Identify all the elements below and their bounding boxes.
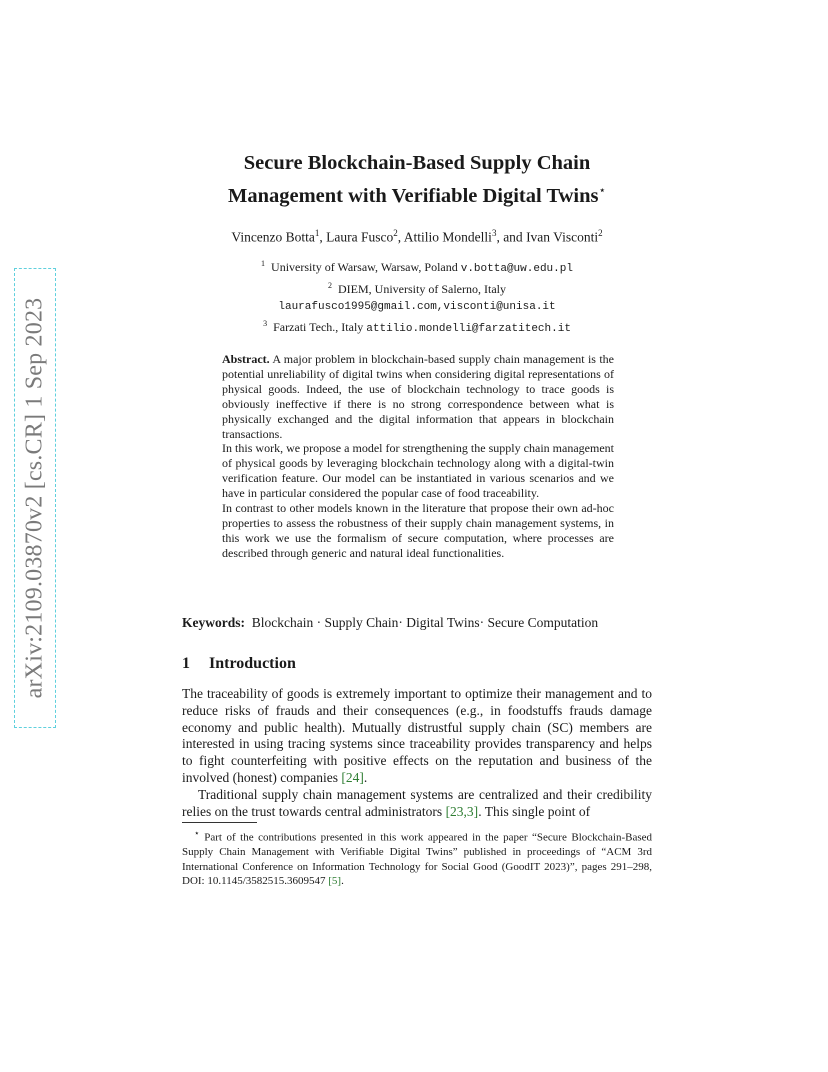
footnote: ⋆ Part of the contributions presented in this work appeared in the paper “Secure Blockchain-Based Supply Chain Management with Verifiable Digital Twins” published in proceedings of “ACM 3rd International Conference on Information Technology for Social Good (GoodIT 2023)”, pages 291–298, DOI: 10.1145/3582515.3609547 [5]. <box>182 828 652 888</box>
title-footnote-mark: ⋆ <box>598 183 607 197</box>
title-line-2: Management with Verifiable Digital Twins⋆ <box>227 183 607 207</box>
introduction-body <box>182 686 652 820</box>
keywords <box>182 615 652 631</box>
citation-link[interactable]: [23,3] <box>445 803 479 819</box>
affiliation-1: $^1$ University of Warsaw, Warsaw, Poland v.botta@uw.edu.pl <box>261 259 573 275</box>
section-title: Introduction <box>209 655 296 672</box>
arxiv-identifier-stamp <box>14 268 56 728</box>
intro-paragraph-2: Traditional supply chain management systems are centralized and their credibility relies on the trust towards central administrators [23,3]. This single point of <box>182 786 652 819</box>
abstract-paragraph-1: Abstract. A major problem in blockchain-based supply chain management is the potential unreliability of digital twins when considering digital representations of physical goods. Indeed, the use of blockchain technology to trace goods is obviously ineffective if there is no strong correspondence between what is physically exchanged and the digital information that appears in blockchain transactions. <box>222 352 614 441</box>
arxiv-identifier: arXiv:2109.03870v2 [cs.CR] 1 Sep 2023 <box>21 297 48 699</box>
footnote-rule <box>182 822 257 823</box>
abstract <box>222 352 614 561</box>
citation-link[interactable]: [5] <box>328 875 342 888</box>
section-heading <box>182 655 296 673</box>
author-affil-mark: 3 <box>491 228 497 238</box>
author-name: Laura Fusco <box>326 229 394 245</box>
intro-paragraph-1: The traceability of goods is extremely important to optimize their management and to reduce risks of frauds and their consequences (e.g., in foodstuffs frauds damage economy and public health). Mutually distrustful supply chain (SC) members are interested in using tracing systems since traceability provides transparency and helps to fight counterfeiting with positive effects on the reputation and business of the involved (honest) companies [24]. <box>182 686 652 785</box>
abstract-paragraph-2: In this work, we propose a model for strengthening the supply chain management of physical goods by leveraging blockchain technology along with a digital-twin verification feature. Our model can be instantiated in various scenarios and we have in particular considered the popular case of food traceability. <box>222 441 614 501</box>
keywords-text: Blockchain · Supply Chain· Digital Twins· Secure Computation <box>251 615 599 630</box>
citation-link[interactable]: [24] <box>341 769 364 785</box>
author-name: Vincenzo Botta <box>231 229 315 245</box>
author-affil-mark: 2 <box>393 228 398 238</box>
affiliations <box>182 256 652 337</box>
email[interactable]: v.botta@uw.edu.pl <box>460 263 573 275</box>
affiliation-2-email <box>182 297 652 316</box>
email[interactable]: attilio.mondelli@farzatitech.it <box>366 322 571 335</box>
author-name: Ivan Visconti <box>526 229 599 245</box>
paper-title <box>182 150 652 210</box>
footnote-mark: ⋆ <box>194 828 200 838</box>
section-number: 1 <box>182 655 190 672</box>
affiliation-2: $^2$ DIEM, University of Salerno, Italy <box>328 280 506 296</box>
abstract-paragraph-3: In contrast to other models known in the literature that propose their own ad-hoc properties to assess the robustness of their supply chain management systems, in this work we use the formalism of secure computation, where processes are described through generic and natural ideal functionalities. <box>222 501 614 560</box>
affiliation-3: $^3$ Farzati Tech., Italy attilio.mondelli@farzatitech.it <box>263 318 571 335</box>
author-list: Vincenzo Botta$^1$, Laura Fusco$^2$, Attilio Mondelli$^3$, and Ivan Visconti$^2$ <box>231 228 603 245</box>
email[interactable]: laurafusco1995@gmail.com,visconti@unisa.it <box>278 301 556 313</box>
author-name: Attilio Mondelli <box>403 229 492 245</box>
footnote-text: Part of the contributions presented in this work appeared in the paper “Secure Blockchain-Based Supply Chain Management with Verifiable Digital Twins” published in proceedings of “ACM 3rd International Conference on Information Technology for Social Good (GoodIT 2023)”, pages 291–298, DOI: 10.1145/3582515.3609547 <box>182 831 652 888</box>
author-affil-mark: 1 <box>314 228 320 238</box>
author-affil-mark: 2 <box>598 228 603 238</box>
abstract-label: Abstract. <box>222 352 270 366</box>
keywords-label: Keywords: <box>182 615 245 630</box>
title-line-1: Secure Blockchain-Based Supply Chain <box>243 152 591 174</box>
